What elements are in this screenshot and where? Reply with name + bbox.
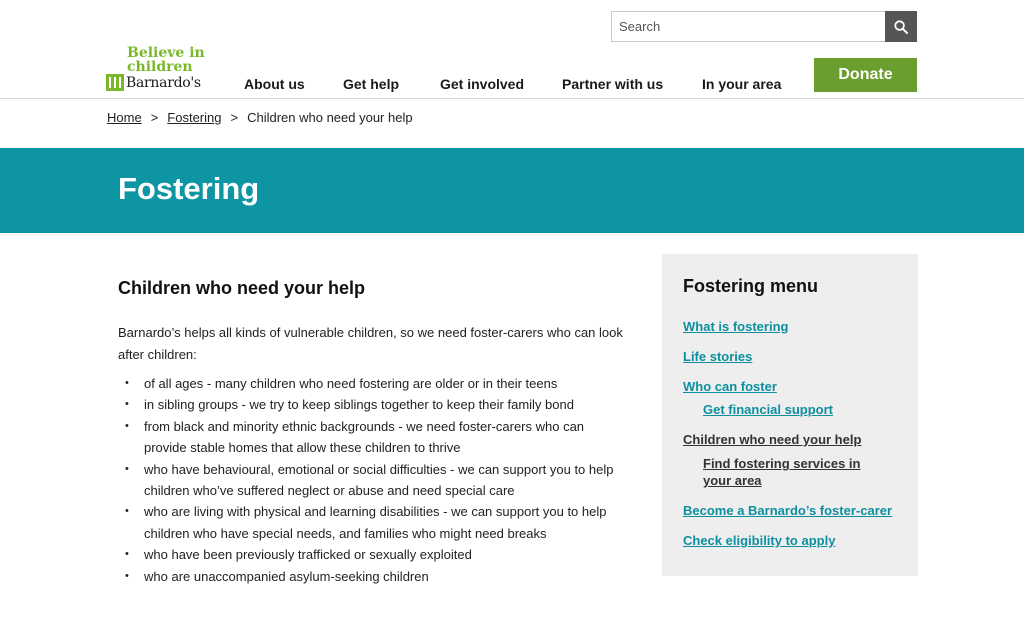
- nav-about-us[interactable]: About us: [244, 76, 305, 92]
- nav-get-help[interactable]: Get help: [343, 76, 400, 92]
- breadcrumb-separator: >: [230, 110, 239, 125]
- barnardos-logo[interactable]: [106, 46, 206, 92]
- nav-in-your-area[interactable]: In your area: [702, 76, 782, 92]
- menu-get-financial-support[interactable]: Get financial support: [703, 402, 834, 417]
- list-item: • who have been previously trafficked or sexually exploited: [125, 544, 628, 565]
- intro-paragraph: Barnardo’s helps all kinds of vulnerable children, so we need foster-carers who can look after children:: [118, 325, 623, 362]
- menu-what-is-fostering[interactable]: What is fostering: [683, 319, 789, 334]
- breadcrumb-separator: >: [150, 110, 159, 125]
- list-item: • who are living with physical and learning disabilities - we can support you to help children who have special needs, and families who might need breaks: [125, 501, 628, 544]
- menu-life-stories[interactable]: Life stories: [683, 349, 753, 364]
- search-icon: [894, 20, 908, 34]
- search-button[interactable]: [885, 11, 917, 42]
- menu-check-eligibility[interactable]: Check eligibility to apply: [683, 533, 836, 548]
- list-item: • who are unaccompanied asylum-seeking children: [125, 566, 628, 587]
- list-item: • who have behavioural, emotional or social difficulties - we can support you to help children who’ve suffered neglect or abuse and need special care: [125, 459, 628, 502]
- menu-who-can-foster[interactable]: Who can foster: [683, 379, 777, 394]
- menu-children-who-need-your-help[interactable]: Children who need your help: [683, 432, 862, 447]
- list-item: • from black and minority ethnic backgrounds - we need foster-carers who can provide stable homes that allow these children to thrive: [125, 416, 628, 459]
- breadcrumb-current: Children who need your help: [247, 110, 413, 125]
- breadcrumb: [107, 110, 413, 125]
- search-input[interactable]: [611, 11, 885, 42]
- fostering-menu: [662, 254, 918, 576]
- logo-brand-name: Barnardo's: [126, 74, 201, 91]
- children-figures-icon: [106, 74, 124, 91]
- page-title: Fostering: [118, 171, 260, 206]
- menu-become-foster-carer[interactable]: Become a Barnardo’s foster-carer: [683, 503, 893, 518]
- page-banner: [0, 148, 1024, 233]
- logo-brand: [106, 74, 201, 91]
- breadcrumb-fostering[interactable]: Fostering: [167, 110, 222, 125]
- list-item: • in sibling groups - we try to keep siblings together to keep their family bond: [125, 394, 628, 415]
- children-list: [125, 373, 628, 587]
- breadcrumb-home[interactable]: Home: [107, 110, 142, 125]
- logo-tagline-line2: children: [127, 59, 193, 75]
- site-header: [0, 0, 1024, 99]
- donate-button[interactable]: Donate: [814, 58, 917, 92]
- menu-find-fostering-services[interactable]: Find fostering services in your area: [703, 456, 861, 488]
- section-heading: Children who need your help: [118, 278, 366, 298]
- nav-partner-with-us[interactable]: Partner with us: [562, 76, 664, 92]
- list-item: • of all ages - many children who need fostering are older or in their teens: [125, 373, 628, 394]
- nav-get-involved[interactable]: Get involved: [440, 76, 525, 92]
- fostering-menu-title: Fostering menu: [683, 276, 819, 296]
- main-content: [118, 278, 628, 587]
- search-form: [611, 11, 917, 42]
- logo-tagline-line1: Believe in: [127, 45, 205, 61]
